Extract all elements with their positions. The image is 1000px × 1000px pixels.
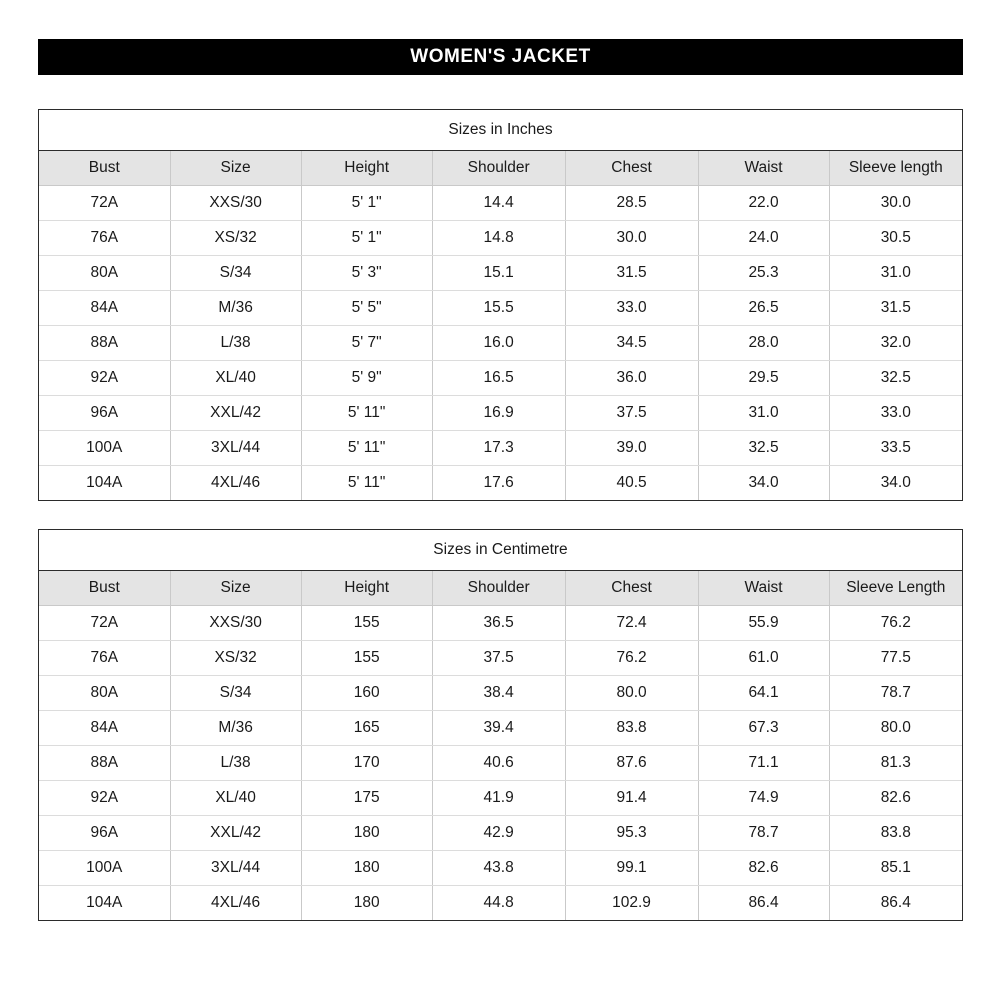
- cell-size: L/38: [170, 746, 301, 781]
- column-header-waist: Waist: [698, 571, 829, 606]
- cell-height: 155: [301, 641, 432, 676]
- cell-sleeve-length: 81.3: [829, 746, 962, 781]
- cell-waist: 67.3: [698, 711, 829, 746]
- column-header-sleeve-length: Sleeve Length: [829, 571, 962, 606]
- cell-size: 3XL/44: [170, 851, 301, 886]
- cell-bust: 92A: [39, 781, 170, 816]
- table-row: [39, 746, 962, 781]
- column-header-shoulder: Shoulder: [432, 571, 565, 606]
- cell-sleeve-length: 30.0: [829, 186, 962, 221]
- cell-size: XXS/30: [170, 186, 301, 221]
- cell-size: 4XL/46: [170, 466, 301, 501]
- column-header-size: Size: [170, 571, 301, 606]
- cell-shoulder: 39.4: [432, 711, 565, 746]
- cell-size: M/36: [170, 711, 301, 746]
- cell-shoulder: 15.5: [432, 291, 565, 326]
- cell-sleeve-length: 78.7: [829, 676, 962, 711]
- table-row: [39, 641, 962, 676]
- cell-bust: 76A: [39, 641, 170, 676]
- cell-bust: 92A: [39, 361, 170, 396]
- cell-waist: 29.5: [698, 361, 829, 396]
- sizes-in-centimetre-table: [39, 530, 962, 920]
- cell-chest: 87.6: [565, 746, 698, 781]
- cell-bust: 104A: [39, 886, 170, 921]
- column-header-sleeve-length: Sleeve length: [829, 151, 962, 186]
- cell-chest: 95.3: [565, 816, 698, 851]
- cell-sleeve-length: 82.6: [829, 781, 962, 816]
- cell-sleeve-length: 76.2: [829, 606, 962, 641]
- cell-height: 5' 11": [301, 431, 432, 466]
- cell-chest: 91.4: [565, 781, 698, 816]
- table-row: [39, 256, 962, 291]
- cell-waist: 74.9: [698, 781, 829, 816]
- table-row: [39, 816, 962, 851]
- cell-waist: 86.4: [698, 886, 829, 921]
- cell-bust: 100A: [39, 851, 170, 886]
- cell-height: 160: [301, 676, 432, 711]
- cell-chest: 31.5: [565, 256, 698, 291]
- cell-height: 5' 9": [301, 361, 432, 396]
- cell-bust: 88A: [39, 326, 170, 361]
- cell-shoulder: 16.9: [432, 396, 565, 431]
- table-row: [39, 291, 962, 326]
- column-header-height: Height: [301, 151, 432, 186]
- cell-chest: 36.0: [565, 361, 698, 396]
- cell-shoulder: 14.8: [432, 221, 565, 256]
- cell-sleeve-length: 33.5: [829, 431, 962, 466]
- cell-shoulder: 40.6: [432, 746, 565, 781]
- page-title-text: WOMEN'S JACKET: [410, 46, 591, 67]
- cell-chest: 76.2: [565, 641, 698, 676]
- cell-chest: 39.0: [565, 431, 698, 466]
- cell-height: 5' 3": [301, 256, 432, 291]
- cell-size: S/34: [170, 676, 301, 711]
- cell-shoulder: 36.5: [432, 606, 565, 641]
- cell-shoulder: 44.8: [432, 886, 565, 921]
- cell-chest: 33.0: [565, 291, 698, 326]
- cell-waist: 28.0: [698, 326, 829, 361]
- cell-height: 5' 7": [301, 326, 432, 361]
- column-header-bust: Bust: [39, 151, 170, 186]
- column-header-chest: Chest: [565, 151, 698, 186]
- cell-waist: 55.9: [698, 606, 829, 641]
- table-row: [39, 221, 962, 256]
- cell-chest: 30.0: [565, 221, 698, 256]
- cell-chest: 40.5: [565, 466, 698, 501]
- cell-waist: 64.1: [698, 676, 829, 711]
- cell-bust: 72A: [39, 606, 170, 641]
- table-row: [39, 186, 962, 221]
- cell-waist: 31.0: [698, 396, 829, 431]
- cell-sleeve-length: 80.0: [829, 711, 962, 746]
- cell-sleeve-length: 30.5: [829, 221, 962, 256]
- cell-waist: 82.6: [698, 851, 829, 886]
- cell-chest: 102.9: [565, 886, 698, 921]
- table-header-row: [39, 571, 962, 606]
- cell-shoulder: 15.1: [432, 256, 565, 291]
- table-row: [39, 676, 962, 711]
- table-row: [39, 886, 962, 921]
- cell-waist: 71.1: [698, 746, 829, 781]
- cell-bust: 84A: [39, 291, 170, 326]
- cell-height: 175: [301, 781, 432, 816]
- cell-shoulder: 43.8: [432, 851, 565, 886]
- table-caption: Sizes in Inches: [39, 110, 962, 151]
- cell-chest: 83.8: [565, 711, 698, 746]
- cell-chest: 80.0: [565, 676, 698, 711]
- cell-height: 5' 11": [301, 396, 432, 431]
- sizes-in-inches-table: [39, 110, 962, 500]
- column-header-size: Size: [170, 151, 301, 186]
- table-row: [39, 361, 962, 396]
- table-caption: Sizes in Centimetre: [39, 530, 962, 571]
- cell-bust: 76A: [39, 221, 170, 256]
- cell-size: XS/32: [170, 641, 301, 676]
- cell-size: XL/40: [170, 361, 301, 396]
- table-row: [39, 851, 962, 886]
- cell-size: XS/32: [170, 221, 301, 256]
- cell-size: M/36: [170, 291, 301, 326]
- cell-sleeve-length: 85.1: [829, 851, 962, 886]
- cell-bust: 80A: [39, 256, 170, 291]
- cell-height: 5' 5": [301, 291, 432, 326]
- cell-bust: 84A: [39, 711, 170, 746]
- table-row: [39, 396, 962, 431]
- cell-waist: 22.0: [698, 186, 829, 221]
- page-title: [38, 39, 963, 75]
- cell-height: 180: [301, 816, 432, 851]
- cell-bust: 88A: [39, 746, 170, 781]
- cell-sleeve-length: 33.0: [829, 396, 962, 431]
- column-header-height: Height: [301, 571, 432, 606]
- sizes-in-centimetre-table-block: [38, 529, 963, 921]
- cell-sleeve-length: 32.5: [829, 361, 962, 396]
- cell-sleeve-length: 77.5: [829, 641, 962, 676]
- cell-size: L/38: [170, 326, 301, 361]
- cell-chest: 99.1: [565, 851, 698, 886]
- cell-height: 5' 11": [301, 466, 432, 501]
- cell-height: 180: [301, 886, 432, 921]
- cell-sleeve-length: 32.0: [829, 326, 962, 361]
- cell-height: 155: [301, 606, 432, 641]
- sizes-in-inches-table-block: [38, 109, 963, 501]
- table-row: [39, 711, 962, 746]
- cell-waist: 25.3: [698, 256, 829, 291]
- cell-shoulder: 37.5: [432, 641, 565, 676]
- cell-height: 170: [301, 746, 432, 781]
- cell-size: XL/40: [170, 781, 301, 816]
- column-header-chest: Chest: [565, 571, 698, 606]
- cell-waist: 24.0: [698, 221, 829, 256]
- cell-size: XXS/30: [170, 606, 301, 641]
- cell-waist: 34.0: [698, 466, 829, 501]
- cell-size: S/34: [170, 256, 301, 291]
- column-header-bust: Bust: [39, 571, 170, 606]
- cell-waist: 26.5: [698, 291, 829, 326]
- cell-chest: 34.5: [565, 326, 698, 361]
- cell-height: 5' 1": [301, 221, 432, 256]
- cell-shoulder: 14.4: [432, 186, 565, 221]
- cell-shoulder: 42.9: [432, 816, 565, 851]
- cell-chest: 37.5: [565, 396, 698, 431]
- column-header-waist: Waist: [698, 151, 829, 186]
- cell-height: 180: [301, 851, 432, 886]
- table-header-row: [39, 151, 962, 186]
- cell-shoulder: 16.5: [432, 361, 565, 396]
- cell-height: 5' 1": [301, 186, 432, 221]
- cell-size: XXL/42: [170, 396, 301, 431]
- cell-sleeve-length: 31.5: [829, 291, 962, 326]
- cell-shoulder: 17.6: [432, 466, 565, 501]
- cell-chest: 28.5: [565, 186, 698, 221]
- cell-bust: 104A: [39, 466, 170, 501]
- table-row: [39, 431, 962, 466]
- table-row: [39, 466, 962, 501]
- cell-chest: 72.4: [565, 606, 698, 641]
- cell-shoulder: 17.3: [432, 431, 565, 466]
- cell-bust: 96A: [39, 816, 170, 851]
- cell-waist: 78.7: [698, 816, 829, 851]
- cell-sleeve-length: 83.8: [829, 816, 962, 851]
- cell-sleeve-length: 31.0: [829, 256, 962, 291]
- cell-sleeve-length: 34.0: [880, 474, 911, 491]
- table-row: [39, 326, 962, 361]
- cell-bust: 100A: [39, 431, 170, 466]
- table-row: [39, 781, 962, 816]
- cell-size: XXL/42: [170, 816, 301, 851]
- cell-shoulder: 38.4: [432, 676, 565, 711]
- cell-bust: 80A: [39, 676, 170, 711]
- column-header-shoulder: Shoulder: [432, 151, 565, 186]
- cell-waist: 32.5: [698, 431, 829, 466]
- cell-bust: 96A: [39, 396, 170, 431]
- cell-height: 165: [301, 711, 432, 746]
- cell-sleeve-length: 86.4: [880, 894, 911, 911]
- cell-waist: 61.0: [698, 641, 829, 676]
- table-row: [39, 606, 962, 641]
- cell-size: 4XL/46: [170, 886, 301, 921]
- cell-shoulder: 16.0: [432, 326, 565, 361]
- cell-size: 3XL/44: [170, 431, 301, 466]
- cell-shoulder: 41.9: [432, 781, 565, 816]
- cell-bust: 72A: [39, 186, 170, 221]
